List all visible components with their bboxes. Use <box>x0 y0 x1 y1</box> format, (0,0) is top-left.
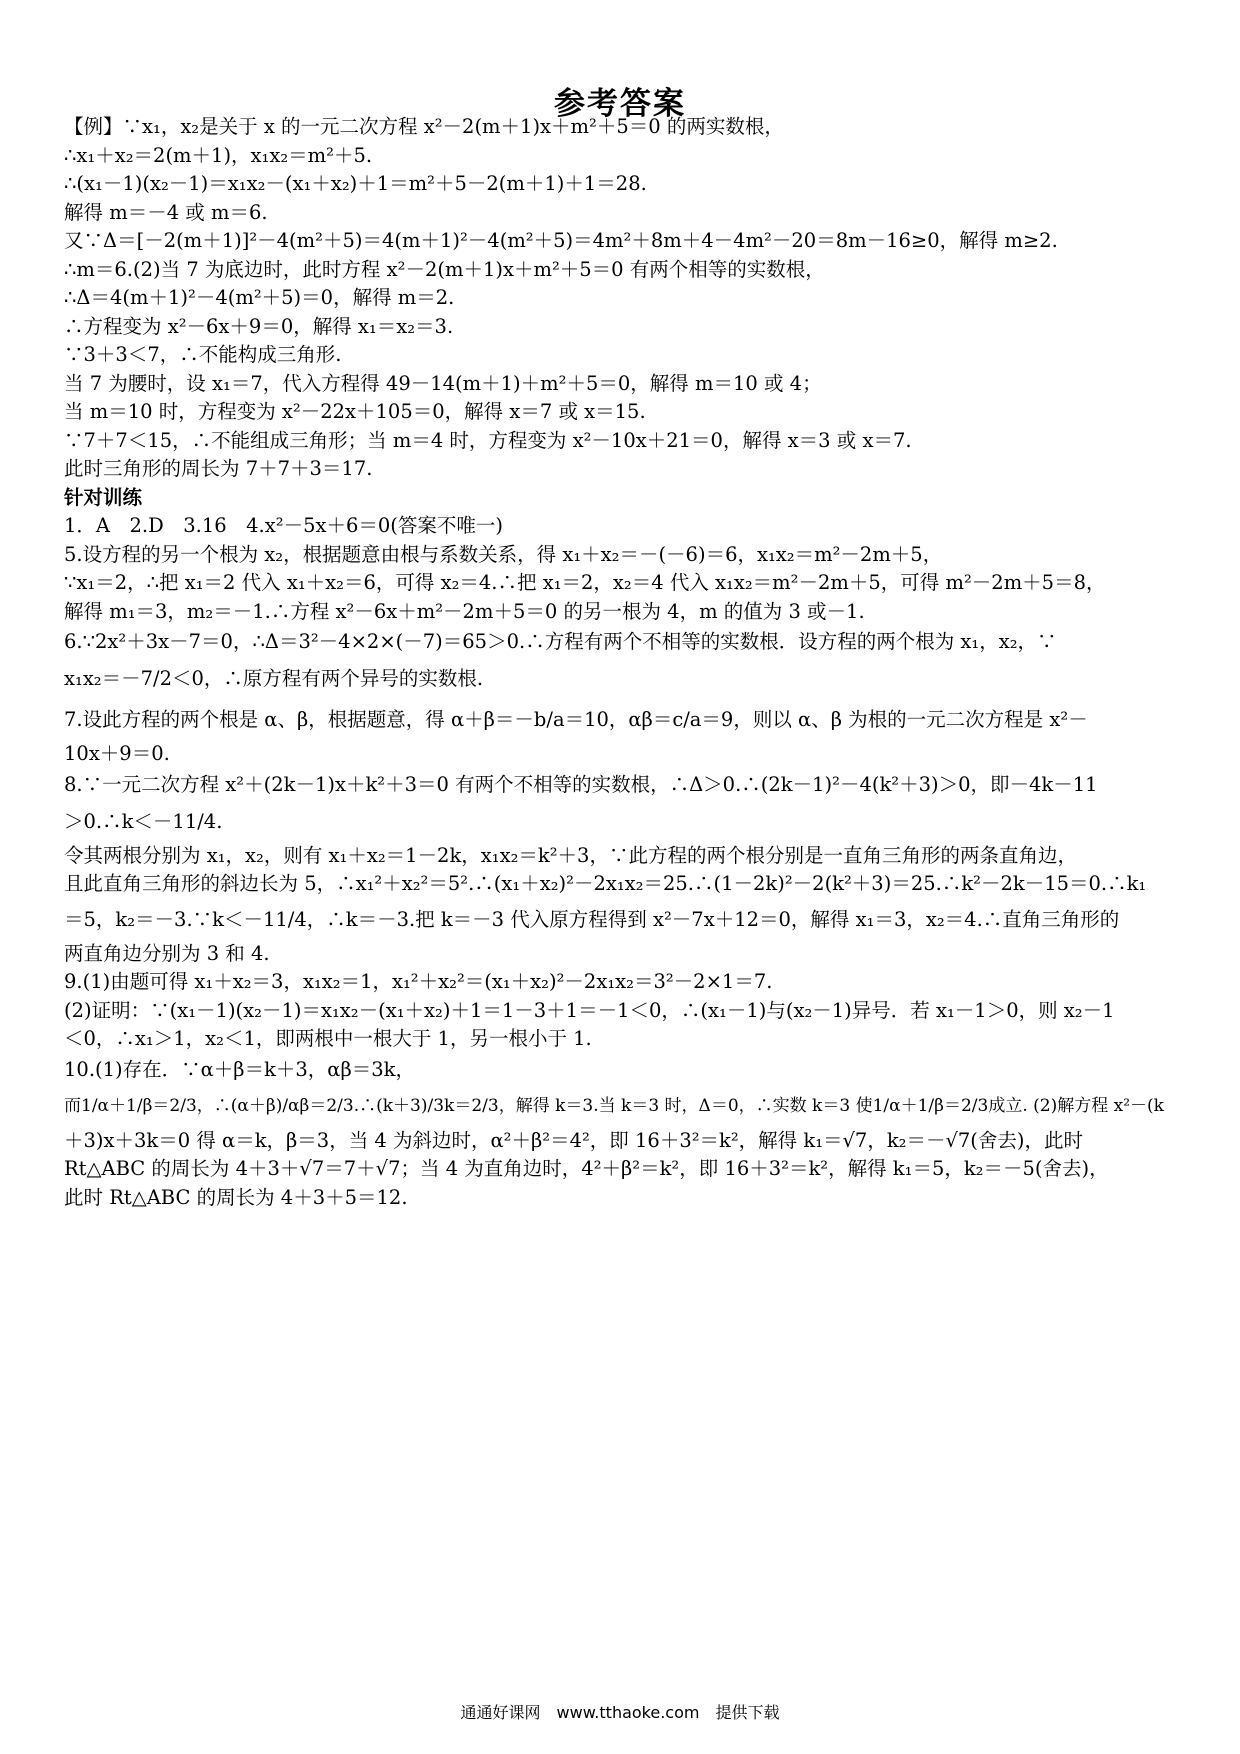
answer-9-line-2: (2)证明：∵(x₁－1)(x₂－1)＝x₁x₂－(x₁＋x₂)＋1＝1－3＋1＝－1＜0，∴(x₁－1)与(x₂－1)异号．若 x₁－1＞0，则 x₂－1 <box>64 998 1115 1022</box>
example-line-2: ∴x₁＋x₂＝2(m＋1)，x₁x₂＝m²＋5. <box>64 143 373 167</box>
answer-5-line-2: ∵x₁＝2，∴把 x₁＝2 代入 x₁＋x₂＝6，可得 x₂＝4.∴把 x₁＝2，x₂＝4 代入 x₁x₂＝m²－2m＋5，可得 m²－2m＋5＝8， <box>64 571 1106 594</box>
example-line-13: 此时三角形的周长为 7＋7＋3＝17. <box>64 457 373 480</box>
answer-5-line-3: 解得 m₁＝3，m₂＝－1.∴方程 x²－6x＋m²－2m＋5＝0 的另一根为 4，m 的值为 3 或－1. <box>64 599 865 623</box>
answer-8-line-4: 且此直角三角形的斜边长为 5，∴x₁²＋x₂²＝5².∴(x₁＋x₂)²－2x₁x₂＝25.∴(1－2k)²－2(k²＋3)＝25.∴k²－2k－15＝0.∴k₁ <box>64 872 1147 895</box>
answer-10-line-3: ＋3)x＋3k＝0 得 α＝k，β＝3，当 4 为斜边时，α²＋β²＝4²，即 16＋3²＝k²，解得 k₁＝√7，k₂＝－√7(舍去)，此时 <box>64 1128 1084 1152</box>
answer-7-line-1: 7.设此方程的两个根是 α、β，根据题意，得 α＋β＝－b/a＝10，αβ＝c/a＝9，则以 α、β 为根的一元二次方程是 x²－ <box>64 708 1088 731</box>
answer-8-line-1: 8.∵一元二次方程 x²＋(2k－1)x＋k²＋3＝0 有两个不相等的实数根，∴Δ＞0.∴(2k－1)²－4(k²＋3)＞0，即－4k－11 <box>64 772 1098 796</box>
footer-source: 通通好课网 www.tthaoke.com 提供下载 <box>460 1703 780 1722</box>
answer-8-line-5: ＝5，k₂＝－3.∵k＜－11/4，∴k＝－3.把 k＝－3 代入原方程得到 x²－7x＋12＝0，解得 x₁＝3，x₂＝4.∴直角三角形的 <box>64 907 1120 931</box>
example-line-1: 【例】∵x₁，x₂是关于 x 的一元二次方程 x²－2(m＋1)x＋m²＋5＝0 的两实数根， <box>64 115 784 138</box>
answer-10-line-5: 此时 Rt△ABC 的周长为 4＋3＋5＝12. <box>64 1185 408 1209</box>
answer-body <box>64 113 1176 1212</box>
answer-6-line-1: 6.∵2x²＋3x－7＝0，∴Δ＝3²－4×2×(－7)＝65＞0.∴方程有两个不相等的实数根．设方程的两个根为 x₁，x₂，∵ <box>64 630 1057 653</box>
example-line-9: ∵3＋3＜7，∴不能构成三角形. <box>64 343 342 366</box>
example-line-12: ∵7＋7＜15，∴不能组成三角形；当 m＝4 时，方程变为 x²－10x＋21＝0，解得 x＝3 或 x＝7. <box>64 428 912 452</box>
answer-10-line-2: 而1/α＋1/β＝2/3，∴(α＋β)/αβ＝2/3.∴(k＋3)/3k＝2/3，解得 k＝3.当 k＝3 时，Δ＝0，∴实数 k＝3 使1/α＋1/β＝2/3成立. (2)解方程 x²－(k <box>64 1095 1164 1116</box>
example-line-6: ∴m＝6.(2)当 7 为底边时，此时方程 x²－2(m＋1)x＋m²＋5＝0 有两个相等的实数根， <box>64 257 825 281</box>
example-line-4: 解得 m＝－4 或 m＝6. <box>64 200 268 224</box>
answer-6-line-2: x₁x₂＝－7/2＜0，∴原方程有两个异号的实数根. <box>64 667 484 690</box>
answer-8-line-2: ＞0.∴k＜－11/4. <box>64 809 223 833</box>
example-line-10: 当 7 为腰时，设 x₁＝7，代入方程得 49－14(m＋1)＋m²＋5＝0，解得 m＝10 或 4； <box>64 371 822 395</box>
example-line-8: ∴方程变为 x²－6x＋9＝0，解得 x₁＝x₂＝3. <box>64 314 454 338</box>
answer-9-line-3: ＜0，∴x₁＞1，x₂＜1，即两根中一根大于 1，另一根小于 1. <box>64 1027 592 1050</box>
answer-10-line-1: 10.(1)存在．∵α＋β＝k＋3，αβ＝3k， <box>64 1057 415 1081</box>
answer-8-line-3: 令其两根分别为 x₁，x₂，则有 x₁＋x₂＝1－2k，x₁x₂＝k²＋3，∵此方程的两个根分别是一直角三角形的两条直角边， <box>64 843 1077 867</box>
example-line-11: 当 m＝10 时，方程变为 x²－22x＋105＝0，解得 x＝7 或 x＝15. <box>64 400 646 423</box>
section-heading: 针对训练 <box>64 485 143 509</box>
answer-8-line-6: 两直角边分别为 3 和 4. <box>64 941 270 965</box>
example-line-7: ∴Δ＝4(m＋1)²－4(m²＋5)＝0，解得 m＝2. <box>64 286 455 309</box>
answer-9-line-1: 9.(1)由题可得 x₁＋x₂＝3，x₁x₂＝1，x₁²＋x₂²＝(x₁＋x₂)²－2x₁x₂＝3²－2×1＝7. <box>64 970 773 993</box>
answer-10-line-4: Rt△ABC 的周长为 4＋3＋√7＝7＋√7；当 4 为直角边时，4²＋β²＝k²，即 16＋3²＝k²，解得 k₁＝5，k₂＝－5(舍去)， <box>64 1157 1109 1180</box>
answer-7-line-2: 10x＋9＝0. <box>64 742 170 765</box>
page-title: 参考答案 <box>554 86 686 122</box>
answer-5-line-1: 5.设方程的另一个根为 x₂，根据题意由根与系数关系，得 x₁＋x₂＝－(－6)＝6，x₁x₂＝m²－2m＋5， <box>64 542 943 566</box>
example-line-3: ∴(x₁－1)(x₂－1)＝x₁x₂－(x₁＋x₂)＋1＝m²＋5－2(m＋1)＋1＝28. <box>64 172 647 195</box>
example-line-5: 又∵Δ＝[－2(m＋1)]²－4(m²＋5)＝4(m＋1)²－4(m²＋5)＝4m²＋8m＋4－4m²－20＝8m－16≥0，解得 m≥2. <box>64 229 1058 252</box>
answers-1-4: 1．A 2.D 3.16 4.x²－5x＋6＝0(答案不唯一) <box>64 514 503 537</box>
